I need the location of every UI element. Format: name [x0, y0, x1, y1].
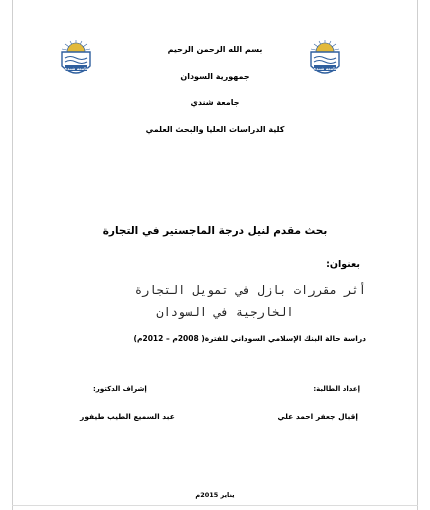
page-border-left — [12, 0, 13, 510]
republic-heading: جمهورية السودان — [180, 72, 250, 81]
college-heading: كلية الدراسات العليا والبحث العلمي — [145, 125, 285, 134]
page-border-right — [417, 0, 418, 510]
logo-text-left: جامعة شندي — [63, 66, 89, 71]
thesis-title-line-2: الخارجية في السودان — [156, 305, 294, 319]
case-study-subtitle: دراسة حالة البنك الإسلامي السوداني للفترة( 2008م – 2012م) — [133, 334, 366, 343]
logo-text-right: جامعة شندي — [312, 66, 338, 71]
degree-statement: بحث مقدم لنيل درجة الماجستير في التجارة — [102, 225, 328, 237]
basmala-heading: بسم الله الرحمن الرحيم — [167, 45, 263, 54]
page-border-bottom — [12, 505, 418, 506]
titled-by-label: بعنوان: — [326, 259, 360, 270]
university-heading: جامعة شندي — [190, 98, 240, 107]
thesis-title-line-1: أثر مقررات بازل في تمويل التجارة — [134, 283, 366, 297]
submission-date: يناير 2015م — [195, 491, 235, 499]
student-name: إقبال جعفر احمد علي — [277, 412, 358, 421]
supervisor-name: عبد السميع الطيب طيفور — [80, 412, 175, 421]
supervisor-label: إشراف الدكتور: — [93, 385, 147, 393]
prepared-by-label: إعداد الطالبة: — [313, 385, 360, 393]
